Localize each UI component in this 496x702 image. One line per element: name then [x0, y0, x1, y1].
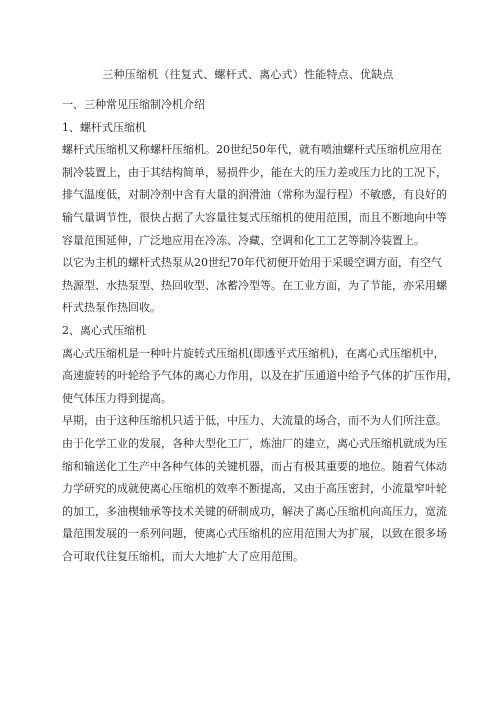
text-line: 合可取代往复压缩机，而大大地扩大了应用范围。: [62, 549, 304, 563]
section-heading: 一、三种常见压缩制冷机介绍: [62, 98, 205, 111]
text-line: 高速旋转的叶轮给予气体的离心力作用，以及在扩压通道中给予气体的扩压作用，: [62, 369, 458, 383]
text-line: 的加工，多油楔轴承等技术关键的研制成功，解决了离心压缩机向高压力，宽流: [62, 504, 447, 518]
text-line: 由于化学工业的发展，各种大型化工厂，炼油厂的建立，离心式压缩机就成为压: [62, 436, 447, 450]
paragraph-screw-heatpump: [62, 252, 446, 320]
text-line: 螺杆式压缩机又称螺杆压缩机。20世纪50年代，就有喷油螺杆式压缩机应用在: [62, 143, 442, 157]
document-body: [62, 94, 458, 568]
text-line: 排气温度低，对制冷剂中含有大量的润滑油（常称为湿行程）不敏感，有良好的: [62, 188, 447, 202]
text-line: 量范围发展的一系列问题，使离心式压缩机的应用范围大为扩展，以致在很多场: [62, 527, 447, 541]
text-line: 离心式压缩机是一种叶片旋转式压缩机(即透平式压缩机)，在离心式压缩机中，: [62, 346, 445, 360]
text-line: 热源型、水热泵型、热回收型、冰蓄冷型等。在工业方面，为了节能，亦采用螺: [62, 278, 447, 292]
text-line: 力学研究的成就使离心压缩机的效率不断提高，又由于高压密封，小流量窄叶轮: [62, 482, 447, 496]
text-line: 使气体压力得到提高。: [62, 391, 172, 405]
text-line: 杆式热泵作热回收。: [62, 301, 161, 315]
text-line: 缩和输送化工生产中各种气体的关键机器，而占有极其重要的地位。随着气体动: [62, 459, 447, 473]
subsection-heading-screw: 1、螺杆式压缩机: [62, 120, 146, 134]
text-line: 早期，由于这种压缩机只适于低，中压力、大流量的场合，而不为人们所注意。: [62, 414, 447, 428]
text-line: 制冷装置上，由于其结构简单，易损件少，能在大的压力差或压力比的工况下，: [62, 165, 447, 179]
subsection-heading-centrifugal: 2、离心式压缩机: [62, 323, 146, 337]
text-line: 输气量调节性，很快占据了大容量往复式压缩机的使用范围，而且不断地向中等: [62, 210, 447, 224]
paragraph-screw-intro: [62, 139, 446, 252]
paragraph-centrifugal-intro: [62, 343, 458, 411]
paragraph-centrifugal-history: [62, 410, 446, 568]
text-line: 容量范围延伸，广泛地应用在冷冻、冷藏、空调和化工工艺等制冷装置上。: [62, 233, 425, 247]
text-line: 以它为主机的螺杆式热泵从20世纪70年代初便开始用于采暖空调方面，有空气: [62, 256, 442, 270]
document-title: 三种压缩机（往复式、螺杆式、离心式）性能特点、优缺点: [102, 68, 394, 81]
